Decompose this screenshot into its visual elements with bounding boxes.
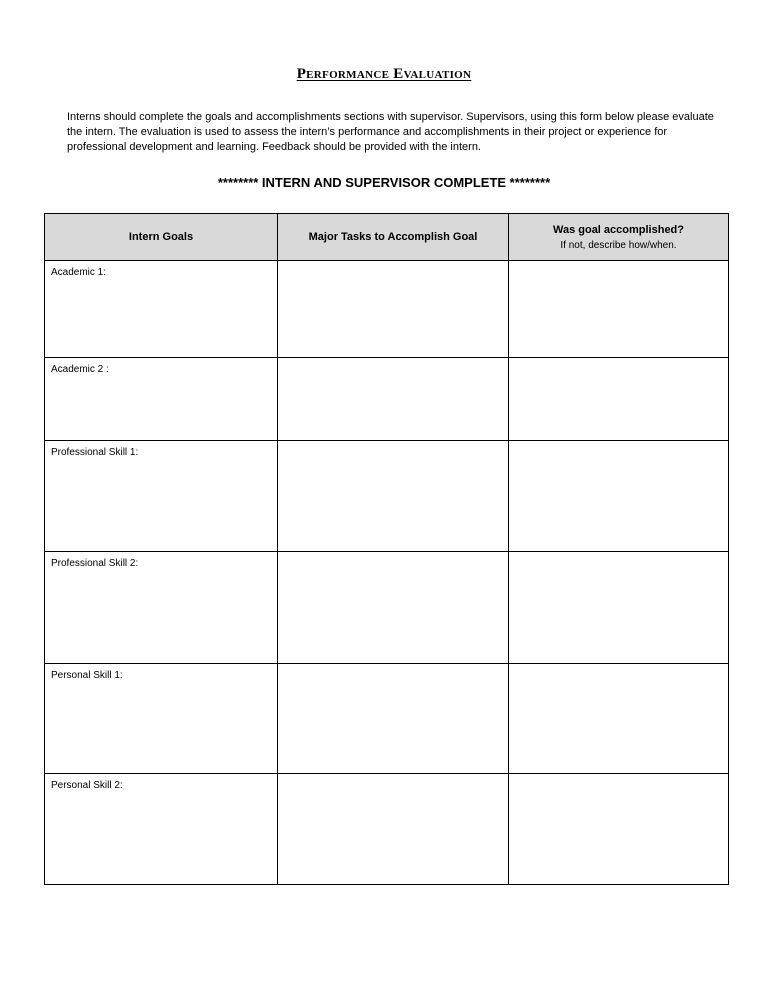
tasks-cell[interactable]	[278, 358, 509, 441]
header-goal-accomplished	[509, 214, 729, 261]
tasks-cell[interactable]	[278, 552, 509, 664]
table-row	[45, 261, 729, 358]
header-major-tasks-label: Major Tasks to Accomplish Goal	[308, 231, 478, 243]
tasks-cell[interactable]	[278, 664, 509, 774]
header-goal-accomplished-sublabel: If not, describe how/when.	[560, 239, 677, 251]
tasks-cell[interactable]	[278, 261, 509, 358]
goal-label: Professional Skill 2:	[51, 558, 139, 569]
table-row	[45, 552, 729, 664]
accomplished-cell[interactable]	[509, 552, 729, 664]
page-title: Performance Evaluation	[296, 66, 472, 82]
goal-cell[interactable]	[45, 664, 278, 774]
goal-label: Academic 1:	[51, 267, 107, 278]
table-header-row	[45, 214, 729, 261]
table-row	[45, 664, 729, 774]
intro-paragraph: Interns should complete the goals and accomplishments sections with supervisor. Supervisors, using this form below please evaluate the intern. The evaluation is used to assess the intern’s performance and accomplishments in their project or experience for professional development and learning. Feedback should be provided with the intern.	[67, 111, 714, 153]
goal-cell[interactable]	[45, 774, 278, 885]
header-major-tasks	[278, 214, 509, 261]
accomplished-cell[interactable]	[509, 774, 729, 885]
accomplished-cell[interactable]	[509, 358, 729, 441]
accomplished-cell[interactable]	[509, 441, 729, 552]
tasks-cell[interactable]	[278, 774, 509, 885]
accomplished-cell[interactable]	[509, 664, 729, 774]
goal-cell[interactable]	[45, 552, 278, 664]
table-row	[45, 358, 729, 441]
table-row	[45, 774, 729, 885]
completion-instruction: ******** INTERN AND SUPERVISOR COMPLETE ********	[217, 175, 551, 190]
goal-cell[interactable]	[45, 441, 278, 552]
goal-cell[interactable]	[45, 358, 278, 441]
table-row	[45, 441, 729, 552]
header-intern-goals-label: Intern Goals	[128, 231, 194, 243]
tasks-cell[interactable]	[278, 441, 509, 552]
evaluation-table	[44, 213, 729, 885]
header-goal-accomplished-label: Was goal accomplished?	[552, 223, 684, 236]
goal-label: Personal Skill 2:	[51, 780, 123, 791]
goal-label: Personal Skill 1:	[51, 670, 123, 681]
goal-cell[interactable]	[45, 261, 278, 358]
goal-label: Professional Skill 1:	[51, 447, 139, 458]
accomplished-cell[interactable]	[509, 261, 729, 358]
goal-label: Academic 2 :	[51, 364, 109, 375]
header-intern-goals	[45, 214, 278, 261]
